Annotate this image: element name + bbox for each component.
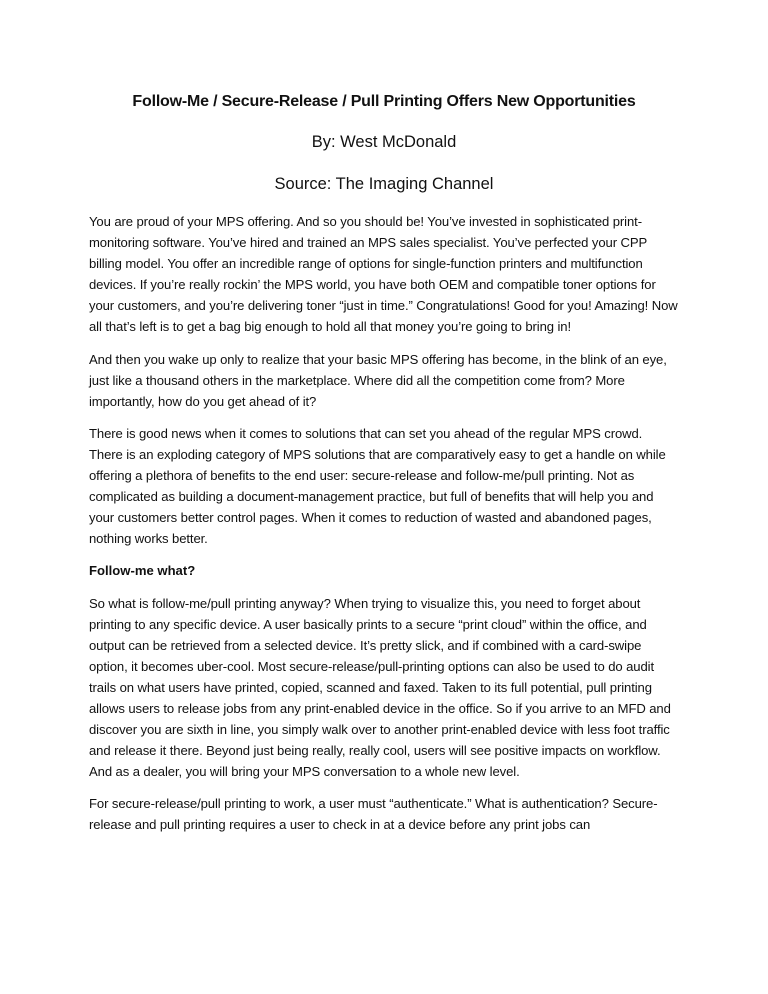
section-heading-follow-me: Follow-me what? — [89, 563, 196, 579]
paragraph-wake-up: And then you wake up only to realize that your basic MPS offering has become, in the blink of an eye, just like a thousand others in the marketplace. Where did all the competition come from? More importantly, how do you get ahead of it? — [89, 351, 667, 409]
document-body — [89, 91, 679, 847]
source-line: Source: The Imaging Channel — [274, 175, 494, 193]
paragraph-authentication: For secure-release/pull printing to work, a user must “authenticate.” What is authentication? Secure-release and pull printing requires a user to check in at a device before any print jobs can — [89, 796, 658, 833]
author-byline: By: West McDonald — [311, 133, 457, 151]
paragraph-good-news: There is good news when it comes to solutions that can set you ahead of the regular MPS crowd. There is an exploding category of MPS solutions that are comparatively easy to get a handle on while offering a plethora of benefits to the end user: secure-release and follow-me/pull printing. Not as complicated as building a document-management practice, but full of benefits that will help you and your customers better control pages. When it comes to reduction of wasted and abandoned pages, nothing works better. — [89, 425, 666, 547]
article-text — [89, 211, 679, 836]
paragraph-what-is-pull-printing: So what is follow-me/pull printing anyway? When trying to visualize this, you need to forget about printing to any specific device. A user basically prints to a secure “print cloud” within the office, and output can be retrieved from a selected device. It’s pretty slick, and if combined with a card-swipe option, it becomes uber-cool. Most secure-release/pull-printing options can also be used to do audit trails on what users have printed, copied, scanned and faxed. Taken to its full potential, pull printing allows users to release jobs from any print-enabled device in the office. So if you arrive to an MFD and discover you are sixth in line, you simply walk over to another print-enabled device with less foot traffic and release it there. Beyond just being really, really cool, users will see positive impacts on workflow. And as a dealer, you will bring your MPS conversation to a whole new level. — [89, 595, 671, 780]
document-title: Follow-Me / Secure-Release / Pull Printing Offers New Opportunities — [132, 93, 636, 110]
paragraph-intro: You are proud of your MPS offering. And so you should be! You’ve invested in sophisticated print-monitoring software. You’ve hired and trained an MPS sales specialist. You’ve perfected your CPP billing model. You offer an incredible range of options for single-function printers and multifunction devices. If you’re really rockin’ the MPS world, you have both OEM and compatible toner options for your customers, and you’re delivering toner “just in time.” Congratulations! Good for you! Amazing! Now all that’s left is to get a bag big enough to hold all that money you’re going to bring in! — [89, 214, 678, 335]
